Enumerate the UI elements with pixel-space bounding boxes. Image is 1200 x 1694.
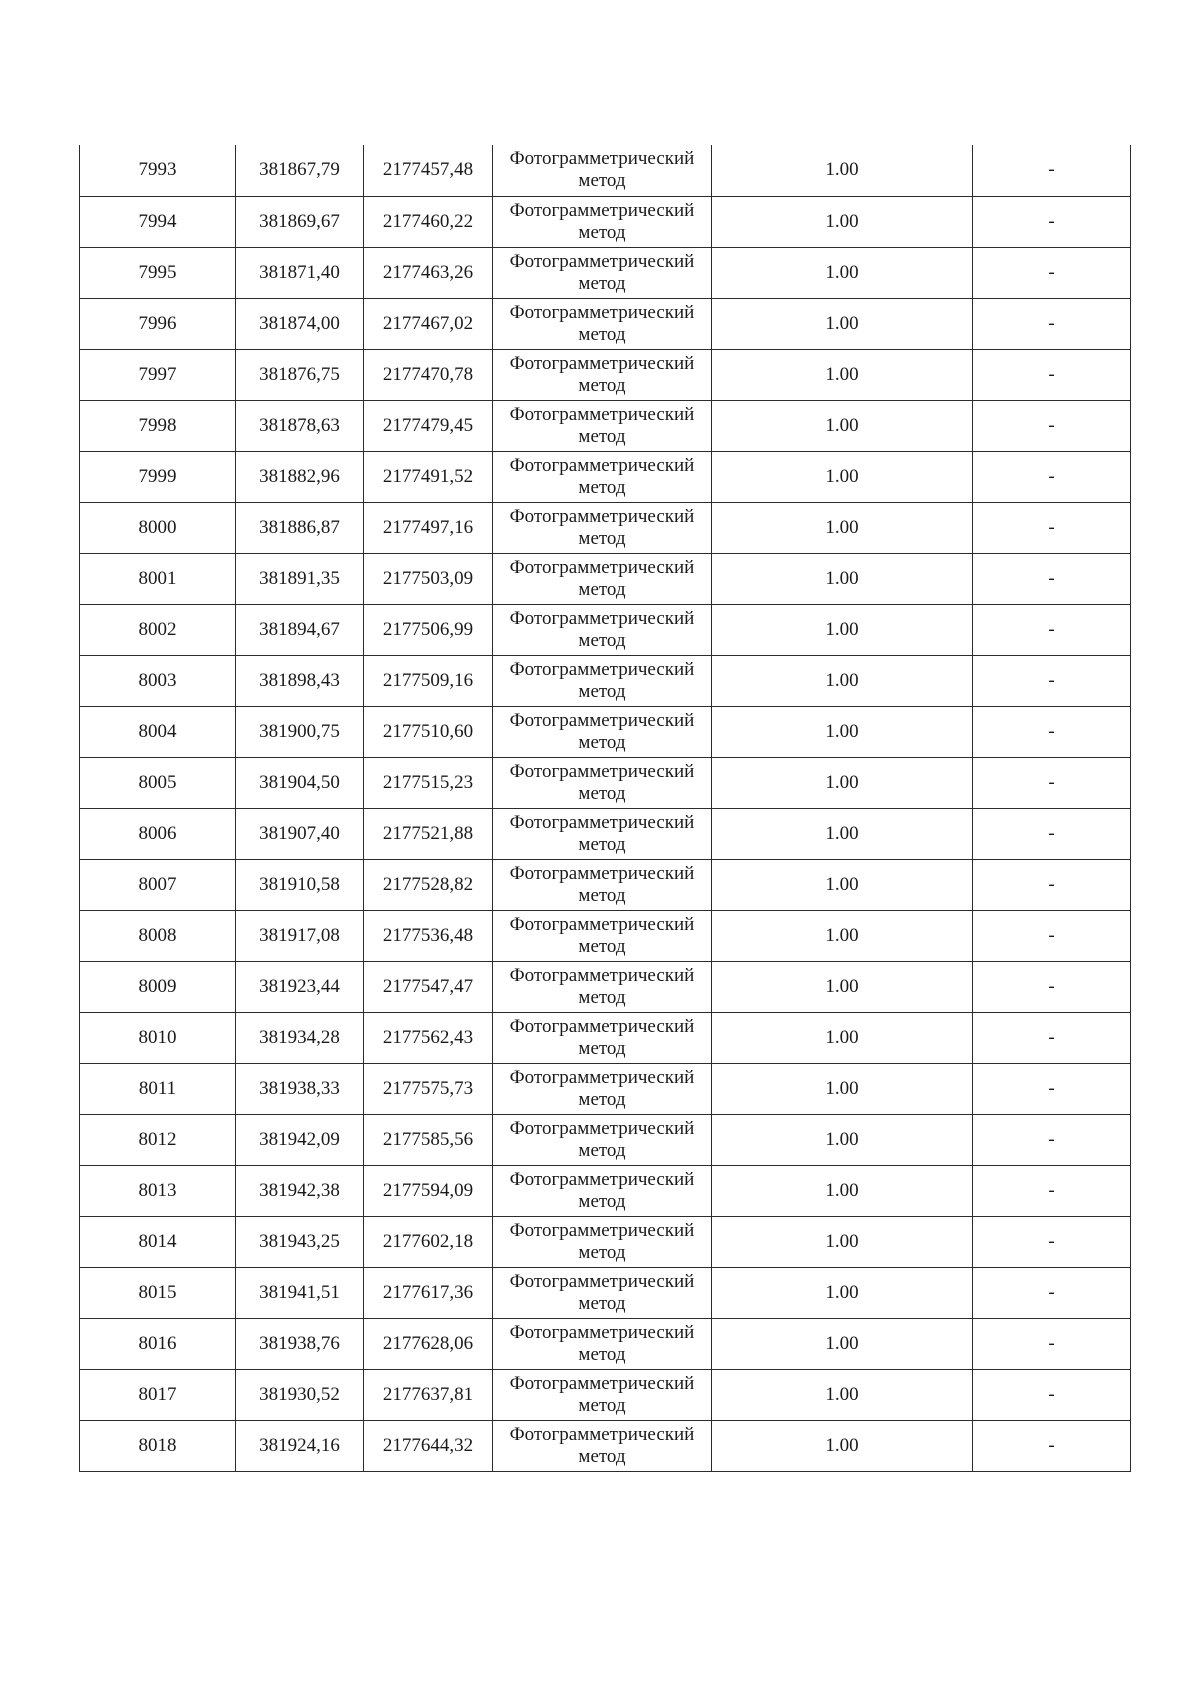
table-row <box>80 1012 1131 1063</box>
method-text: Фотограмметрический метод <box>509 1219 695 1263</box>
accuracy-cell: 1.00 <box>712 604 973 655</box>
method-cell <box>493 808 712 859</box>
x-coordinate-cell: 381943,25 <box>236 1216 364 1267</box>
table-row <box>80 553 1131 604</box>
method-cell <box>493 604 712 655</box>
point-number-cell: 8002 <box>80 604 236 655</box>
point-number-cell: 8007 <box>80 859 236 910</box>
note-cell: - <box>973 247 1131 298</box>
table-row <box>80 145 1131 196</box>
method-cell <box>493 196 712 247</box>
method-text: Фотограмметрический метод <box>509 607 695 651</box>
method-text: Фотограмметрический метод <box>509 1321 695 1365</box>
method-cell <box>493 349 712 400</box>
table-row <box>80 604 1131 655</box>
x-coordinate-cell: 381882,96 <box>236 451 364 502</box>
y-coordinate-cell: 2177594,09 <box>364 1165 493 1216</box>
x-coordinate-cell: 381934,28 <box>236 1012 364 1063</box>
x-coordinate-cell: 381904,50 <box>236 757 364 808</box>
y-coordinate-cell: 2177644,32 <box>364 1420 493 1471</box>
point-number-cell: 7996 <box>80 298 236 349</box>
method-text: Фотограмметрический метод <box>509 1117 695 1161</box>
y-coordinate-cell: 2177457,48 <box>364 145 493 196</box>
y-coordinate-cell: 2177506,99 <box>364 604 493 655</box>
accuracy-cell: 1.00 <box>712 655 973 706</box>
method-cell <box>493 451 712 502</box>
method-cell <box>493 502 712 553</box>
note-cell: - <box>973 145 1131 196</box>
method-cell <box>493 1318 712 1369</box>
x-coordinate-cell: 381910,58 <box>236 859 364 910</box>
point-number-cell: 8010 <box>80 1012 236 1063</box>
accuracy-cell: 1.00 <box>712 502 973 553</box>
table-row <box>80 247 1131 298</box>
note-cell: - <box>973 1114 1131 1165</box>
point-number-cell: 8015 <box>80 1267 236 1318</box>
table-row <box>80 1267 1131 1318</box>
method-cell <box>493 655 712 706</box>
point-number-cell: 8005 <box>80 757 236 808</box>
point-number-cell: 8013 <box>80 1165 236 1216</box>
method-text: Фотограмметрический метод <box>509 862 695 906</box>
method-text: Фотограмметрический метод <box>509 352 695 396</box>
method-cell <box>493 1267 712 1318</box>
note-cell: - <box>973 1369 1131 1420</box>
accuracy-cell: 1.00 <box>712 1165 973 1216</box>
point-number-cell: 8014 <box>80 1216 236 1267</box>
accuracy-cell: 1.00 <box>712 1267 973 1318</box>
table-row <box>80 400 1131 451</box>
point-number-cell: 8017 <box>80 1369 236 1420</box>
y-coordinate-cell: 2177479,45 <box>364 400 493 451</box>
note-cell: - <box>973 808 1131 859</box>
note-cell: - <box>973 196 1131 247</box>
point-number-cell: 8016 <box>80 1318 236 1369</box>
note-cell: - <box>973 1165 1131 1216</box>
point-number-cell: 8009 <box>80 961 236 1012</box>
coordinates-table-body <box>80 145 1131 1471</box>
note-cell: - <box>973 451 1131 502</box>
accuracy-cell: 1.00 <box>712 145 973 196</box>
y-coordinate-cell: 2177509,16 <box>364 655 493 706</box>
method-cell <box>493 859 712 910</box>
method-text: Фотограмметрический метод <box>509 811 695 855</box>
method-text: Фотограмметрический метод <box>509 1015 695 1059</box>
y-coordinate-cell: 2177503,09 <box>364 553 493 604</box>
table-row <box>80 1369 1131 1420</box>
accuracy-cell: 1.00 <box>712 298 973 349</box>
table-row <box>80 757 1131 808</box>
note-cell: - <box>973 1216 1131 1267</box>
accuracy-cell: 1.00 <box>712 1063 973 1114</box>
accuracy-cell: 1.00 <box>712 1369 973 1420</box>
note-cell: - <box>973 757 1131 808</box>
method-text: Фотограмметрический метод <box>509 1423 695 1467</box>
method-text: Фотограмметрический метод <box>509 505 695 549</box>
accuracy-cell: 1.00 <box>712 859 973 910</box>
x-coordinate-cell: 381930,52 <box>236 1369 364 1420</box>
table-row <box>80 1216 1131 1267</box>
method-text: Фотограмметрический метод <box>509 454 695 498</box>
table-row <box>80 706 1131 757</box>
method-text: Фотограмметрический метод <box>509 658 695 702</box>
table-row <box>80 298 1131 349</box>
method-cell <box>493 553 712 604</box>
note-cell: - <box>973 1318 1131 1369</box>
x-coordinate-cell: 381938,33 <box>236 1063 364 1114</box>
y-coordinate-cell: 2177497,16 <box>364 502 493 553</box>
point-number-cell: 8018 <box>80 1420 236 1471</box>
table-row <box>80 1063 1131 1114</box>
point-number-cell: 7998 <box>80 400 236 451</box>
point-number-cell: 8012 <box>80 1114 236 1165</box>
accuracy-cell: 1.00 <box>712 1318 973 1369</box>
method-cell <box>493 961 712 1012</box>
y-coordinate-cell: 2177491,52 <box>364 451 493 502</box>
method-cell <box>493 1114 712 1165</box>
y-coordinate-cell: 2177585,56 <box>364 1114 493 1165</box>
accuracy-cell: 1.00 <box>712 349 973 400</box>
note-cell: - <box>973 298 1131 349</box>
method-text: Фотограмметрический метод <box>509 1066 695 1110</box>
method-text: Фотограмметрический метод <box>509 301 695 345</box>
point-number-cell: 7994 <box>80 196 236 247</box>
accuracy-cell: 1.00 <box>712 1012 973 1063</box>
accuracy-cell: 1.00 <box>712 706 973 757</box>
y-coordinate-cell: 2177515,23 <box>364 757 493 808</box>
method-text: Фотограмметрический метод <box>509 760 695 804</box>
y-coordinate-cell: 2177617,36 <box>364 1267 493 1318</box>
accuracy-cell: 1.00 <box>712 1114 973 1165</box>
table-row <box>80 1318 1131 1369</box>
method-text: Фотограмметрический метод <box>509 964 695 1008</box>
method-cell <box>493 910 712 961</box>
y-coordinate-cell: 2177467,02 <box>364 298 493 349</box>
method-cell <box>493 145 712 196</box>
y-coordinate-cell: 2177460,22 <box>364 196 493 247</box>
method-cell <box>493 1165 712 1216</box>
y-coordinate-cell: 2177575,73 <box>364 1063 493 1114</box>
point-number-cell: 8000 <box>80 502 236 553</box>
method-cell <box>493 247 712 298</box>
method-cell <box>493 1420 712 1471</box>
method-cell <box>493 1369 712 1420</box>
accuracy-cell: 1.00 <box>712 808 973 859</box>
x-coordinate-cell: 381898,43 <box>236 655 364 706</box>
y-coordinate-cell: 2177536,48 <box>364 910 493 961</box>
note-cell: - <box>973 910 1131 961</box>
method-text: Фотограмметрический метод <box>509 1270 695 1314</box>
y-coordinate-cell: 2177547,47 <box>364 961 493 1012</box>
method-cell <box>493 1012 712 1063</box>
method-cell <box>493 757 712 808</box>
x-coordinate-cell: 381942,38 <box>236 1165 364 1216</box>
method-text: Фотограмметрический метод <box>509 1168 695 1212</box>
point-number-cell: 7995 <box>80 247 236 298</box>
note-cell: - <box>973 655 1131 706</box>
x-coordinate-cell: 381891,35 <box>236 553 364 604</box>
point-number-cell: 8008 <box>80 910 236 961</box>
x-coordinate-cell: 381924,16 <box>236 1420 364 1471</box>
table-row <box>80 502 1131 553</box>
method-text: Фотограмметрический метод <box>509 913 695 957</box>
point-number-cell: 8001 <box>80 553 236 604</box>
x-coordinate-cell: 381923,44 <box>236 961 364 1012</box>
y-coordinate-cell: 2177628,06 <box>364 1318 493 1369</box>
table-row <box>80 451 1131 502</box>
table-row <box>80 655 1131 706</box>
x-coordinate-cell: 381876,75 <box>236 349 364 400</box>
accuracy-cell: 1.00 <box>712 451 973 502</box>
method-text: Фотограмметрический метод <box>509 199 695 243</box>
method-text: Фотограмметрический метод <box>509 403 695 447</box>
note-cell: - <box>973 400 1131 451</box>
point-number-cell: 7993 <box>80 145 236 196</box>
note-cell: - <box>973 1267 1131 1318</box>
x-coordinate-cell: 381871,40 <box>236 247 364 298</box>
method-text: Фотограмметрический метод <box>509 1372 695 1416</box>
method-cell <box>493 1216 712 1267</box>
x-coordinate-cell: 381878,63 <box>236 400 364 451</box>
x-coordinate-cell: 381894,67 <box>236 604 364 655</box>
coordinates-table <box>79 145 1131 1472</box>
accuracy-cell: 1.00 <box>712 1420 973 1471</box>
table-row <box>80 961 1131 1012</box>
note-cell: - <box>973 349 1131 400</box>
note-cell: - <box>973 859 1131 910</box>
point-number-cell: 8003 <box>80 655 236 706</box>
y-coordinate-cell: 2177602,18 <box>364 1216 493 1267</box>
y-coordinate-cell: 2177637,81 <box>364 1369 493 1420</box>
table-row <box>80 1420 1131 1471</box>
table-row <box>80 808 1131 859</box>
table-row <box>80 349 1131 400</box>
accuracy-cell: 1.00 <box>712 247 973 298</box>
method-cell <box>493 298 712 349</box>
table-row <box>80 910 1131 961</box>
x-coordinate-cell: 381867,79 <box>236 145 364 196</box>
method-text: Фотограмметрический метод <box>509 709 695 753</box>
method-cell <box>493 1063 712 1114</box>
table-row <box>80 859 1131 910</box>
note-cell: - <box>973 502 1131 553</box>
method-cell <box>493 400 712 451</box>
note-cell: - <box>973 553 1131 604</box>
note-cell: - <box>973 706 1131 757</box>
point-number-cell: 8004 <box>80 706 236 757</box>
y-coordinate-cell: 2177521,88 <box>364 808 493 859</box>
y-coordinate-cell: 2177470,78 <box>364 349 493 400</box>
point-number-cell: 8006 <box>80 808 236 859</box>
point-number-cell: 7997 <box>80 349 236 400</box>
note-cell: - <box>973 604 1131 655</box>
x-coordinate-cell: 381938,76 <box>236 1318 364 1369</box>
note-cell: - <box>973 1063 1131 1114</box>
x-coordinate-cell: 381917,08 <box>236 910 364 961</box>
table-row <box>80 1114 1131 1165</box>
accuracy-cell: 1.00 <box>712 400 973 451</box>
x-coordinate-cell: 381874,00 <box>236 298 364 349</box>
method-cell <box>493 706 712 757</box>
accuracy-cell: 1.00 <box>712 1216 973 1267</box>
method-text: Фотограмметрический метод <box>509 148 695 192</box>
y-coordinate-cell: 2177562,43 <box>364 1012 493 1063</box>
method-text: Фотограмметрический метод <box>509 250 695 294</box>
x-coordinate-cell: 381942,09 <box>236 1114 364 1165</box>
table-row <box>80 196 1131 247</box>
y-coordinate-cell: 2177510,60 <box>364 706 493 757</box>
x-coordinate-cell: 381907,40 <box>236 808 364 859</box>
accuracy-cell: 1.00 <box>712 910 973 961</box>
accuracy-cell: 1.00 <box>712 961 973 1012</box>
note-cell: - <box>973 1420 1131 1471</box>
table-row <box>80 1165 1131 1216</box>
method-text: Фотограмметрический метод <box>509 556 695 600</box>
x-coordinate-cell: 381941,51 <box>236 1267 364 1318</box>
x-coordinate-cell: 381900,75 <box>236 706 364 757</box>
note-cell: - <box>973 961 1131 1012</box>
accuracy-cell: 1.00 <box>712 757 973 808</box>
accuracy-cell: 1.00 <box>712 553 973 604</box>
y-coordinate-cell: 2177463,26 <box>364 247 493 298</box>
point-number-cell: 7999 <box>80 451 236 502</box>
point-number-cell: 8011 <box>80 1063 236 1114</box>
accuracy-cell: 1.00 <box>712 196 973 247</box>
note-cell: - <box>973 1012 1131 1063</box>
x-coordinate-cell: 381886,87 <box>236 502 364 553</box>
y-coordinate-cell: 2177528,82 <box>364 859 493 910</box>
x-coordinate-cell: 381869,67 <box>236 196 364 247</box>
